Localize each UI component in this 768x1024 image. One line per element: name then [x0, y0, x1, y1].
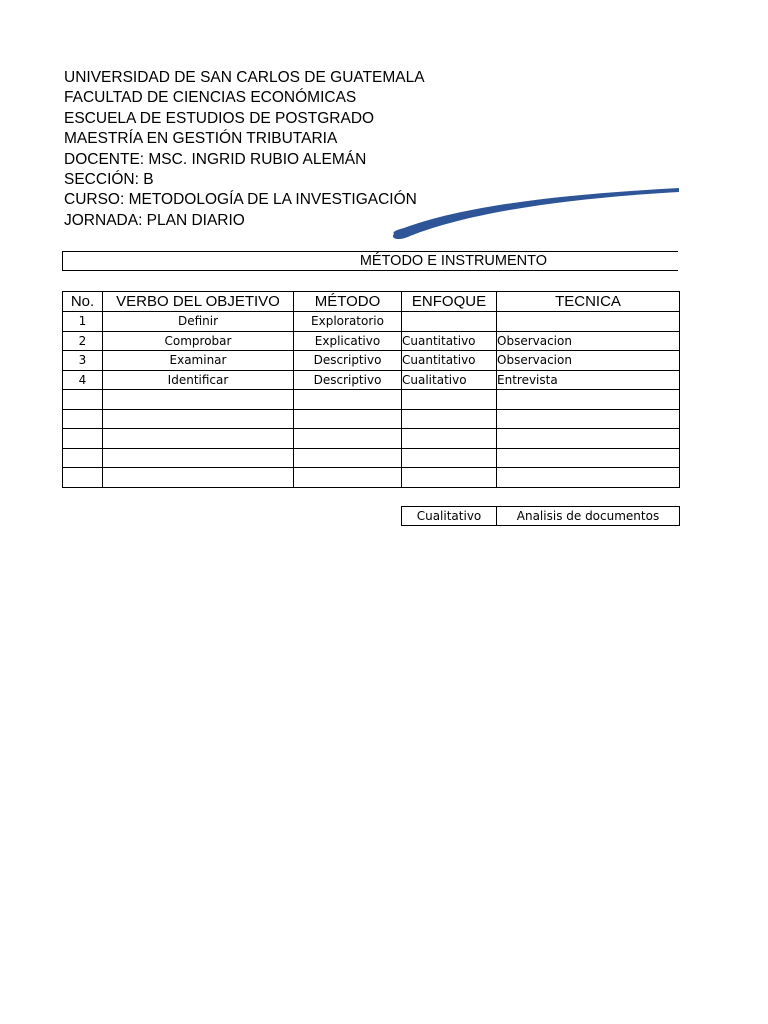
cell-enfoque: Cualitativo	[402, 370, 497, 390]
header-section: SECCIÓN: B	[64, 171, 154, 189]
cell-metodo	[294, 429, 402, 449]
cell-tecnica: Observacion	[497, 331, 680, 351]
cell-verbo: Comprobar	[103, 331, 294, 351]
column-header-no: No.	[63, 292, 103, 312]
cell-metodo	[294, 468, 402, 488]
header-school: ESCUELA DE ESTUDIOS DE POSTGRADO	[64, 109, 375, 127]
cell-enfoque	[402, 409, 497, 429]
table-row	[63, 351, 680, 371]
cell-tecnica: Observacion	[497, 351, 680, 371]
cell-no: 2	[63, 331, 103, 351]
cell-no	[63, 429, 103, 449]
cell-no: 3	[63, 351, 103, 371]
cell-tecnica	[497, 312, 680, 332]
cell-metodo: Exploratorio	[294, 312, 402, 332]
table-row	[63, 370, 680, 390]
extra-cell-tecnica: Analisis de documentos	[497, 507, 680, 526]
table-header-row	[63, 292, 680, 312]
cell-no	[63, 448, 103, 468]
cell-tecnica	[497, 390, 680, 410]
cell-no: 1	[63, 312, 103, 332]
cell-no	[63, 409, 103, 429]
blue-swoosh-decoration	[380, 180, 680, 250]
cell-no	[63, 390, 103, 410]
cell-verbo	[103, 409, 294, 429]
table-row	[63, 468, 680, 488]
cell-metodo: Descriptivo	[294, 370, 402, 390]
table-row	[63, 448, 680, 468]
cell-tecnica	[497, 409, 680, 429]
cell-enfoque	[402, 429, 497, 449]
cell-metodo	[294, 409, 402, 429]
column-header-enfoque: ENFOQUE	[402, 292, 497, 312]
column-header-verbo: VERBO DEL OBJETIVO	[103, 292, 294, 312]
table-row	[63, 409, 680, 429]
cell-enfoque: Cuantitativo	[402, 351, 497, 371]
cell-enfoque	[402, 468, 497, 488]
cell-metodo	[294, 390, 402, 410]
cell-no: 4	[63, 370, 103, 390]
table-row	[63, 331, 680, 351]
cell-tecnica	[497, 468, 680, 488]
cell-verbo: Identificar	[103, 370, 294, 390]
cell-verbo	[103, 390, 294, 410]
header-schedule: JORNADA: PLAN DIARIO	[64, 211, 245, 229]
method-table	[62, 291, 680, 488]
table-row	[63, 312, 680, 332]
header-faculty: FACULTAD DE CIENCIAS ECONÓMICAS	[64, 89, 357, 107]
cell-metodo	[294, 448, 402, 468]
cell-metodo: Descriptivo	[294, 351, 402, 371]
header-course: CURSO: METODOLOGÍA DE LA INVESTIGACIÓN	[64, 191, 417, 209]
cell-tecnica	[497, 448, 680, 468]
cell-verbo	[103, 429, 294, 449]
table-row	[63, 429, 680, 449]
extra-cell-enfoque: Cualitativo	[402, 507, 497, 526]
cell-tecnica	[497, 429, 680, 449]
document-header	[64, 68, 425, 231]
cell-enfoque	[402, 390, 497, 410]
cell-tecnica: Entrevista	[497, 370, 680, 390]
cell-enfoque	[402, 312, 497, 332]
section-title-bar	[62, 251, 678, 271]
cell-verbo: Examinar	[103, 351, 294, 371]
cell-verbo: Definir	[103, 312, 294, 332]
header-teacher: DOCENTE: MSC. INGRID RUBIO ALEMÁN	[64, 150, 367, 168]
cell-no	[63, 468, 103, 488]
header-masters: MAESTRÍA EN GESTIÓN TRIBUTARIA	[64, 130, 338, 148]
cell-metodo: Explicativo	[294, 331, 402, 351]
table-row	[63, 390, 680, 410]
cell-enfoque	[402, 448, 497, 468]
section-title: MÉTODO E INSTRUMENTO	[359, 253, 547, 269]
cell-enfoque: Cuantitativo	[402, 331, 497, 351]
extra-row	[402, 507, 680, 526]
column-header-tecnica: TECNICA	[497, 292, 680, 312]
extra-technique-table	[401, 506, 680, 526]
cell-verbo	[103, 468, 294, 488]
header-university: UNIVERSIDAD DE SAN CARLOS DE GUATEMALA	[64, 69, 425, 86]
column-header-metodo: MÉTODO	[294, 292, 402, 312]
cell-verbo	[103, 448, 294, 468]
